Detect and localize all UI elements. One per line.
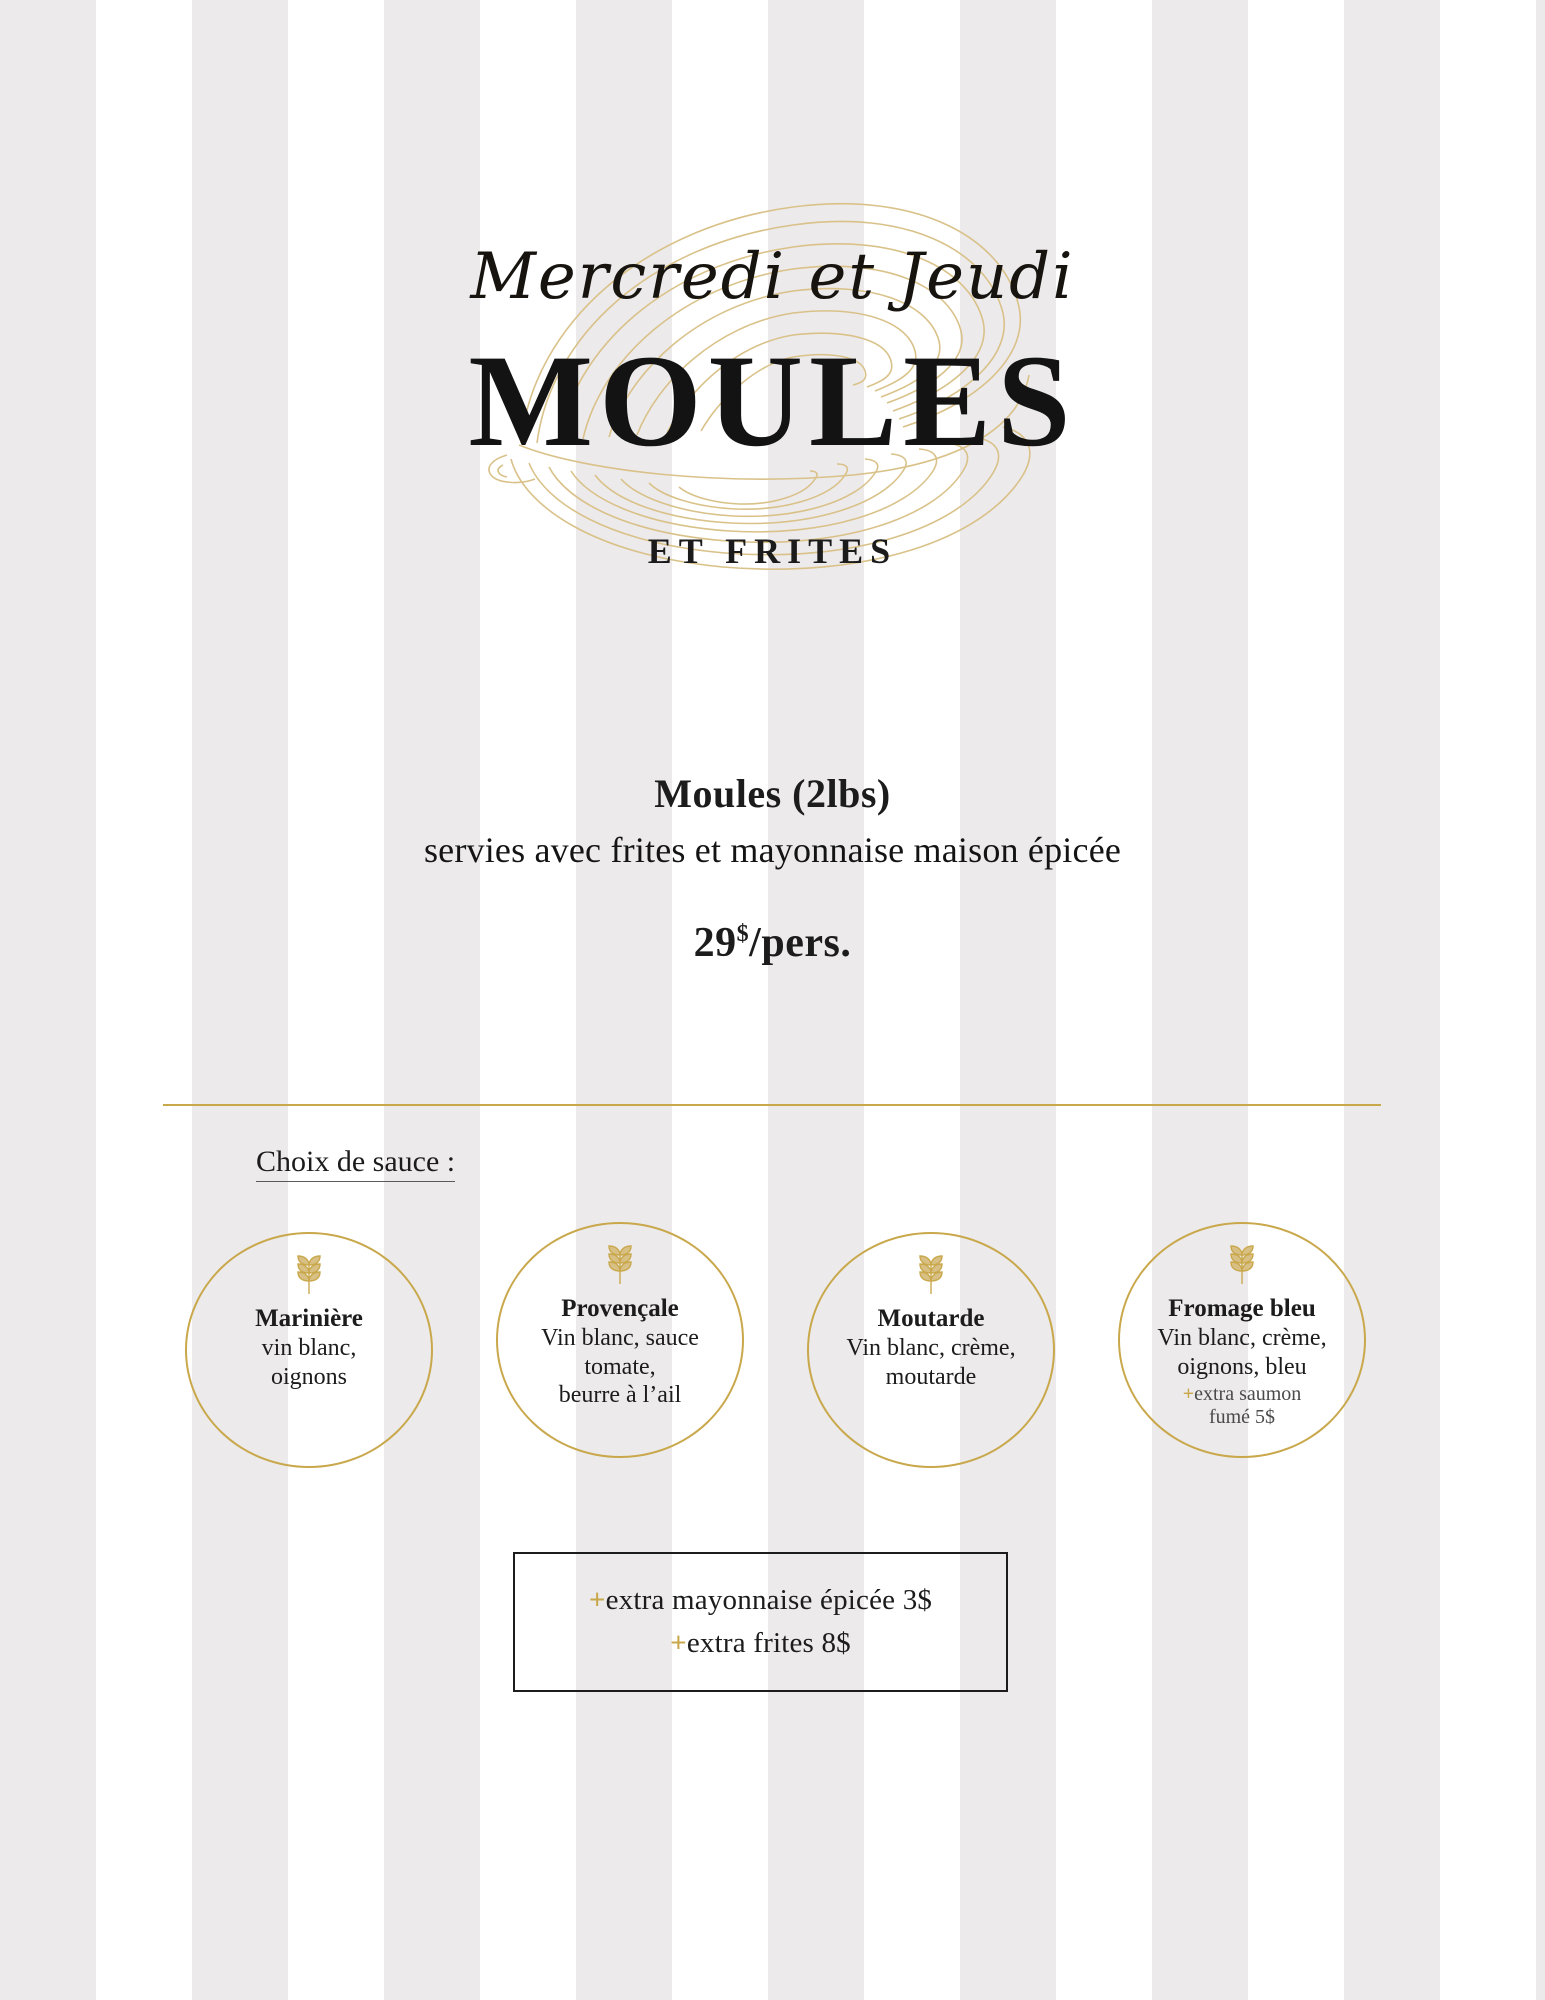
extra-item [589,1584,932,1617]
sauce-name: Marinière [255,1305,363,1332]
extra-item-label: extra frites 8$ [686,1627,851,1659]
sauce-description: vin blanc, oignons [261,1334,357,1390]
sauce-description: Vin blanc, crème, moutarde [846,1334,1016,1390]
price-unit: /pers. [749,920,852,966]
dish-description: servies avec frites et mayonnaise maison épicée [423,830,1122,870]
price-currency: $ [736,921,750,947]
plus-icon: + [588,1584,606,1616]
sauce-option-mariniere[interactable] [185,1232,433,1468]
intro-block [0,770,1545,967]
divider [163,1104,1381,1106]
page-title: MOULES [468,327,1077,474]
wheat-icon [1225,1242,1259,1291]
sauce-name: Fromage bleu [1168,1295,1316,1322]
sauce-options [185,1222,1365,1462]
price-amount: 29 [693,920,737,966]
wheat-icon [914,1252,948,1301]
sauce-section-label: Choix de sauce : [256,1145,455,1182]
sauce-option-moutarde[interactable] [807,1232,1055,1468]
sauce-description: Vin blanc, crème, oignons, bleu [1157,1324,1327,1380]
price [0,919,1545,967]
page-subtitle: ET FRITES [647,531,898,571]
script-title: Mercredi et Jeudi [470,240,1075,314]
sauce-description: Vin blanc, sauce tomate, beurre à l’ail [541,1324,699,1409]
sauce-option-fromage-bleu[interactable] [1118,1222,1366,1458]
sauce-name: Provençale [561,1295,679,1322]
dish-title: Moules (2lbs) [654,771,891,816]
plus-icon: + [670,1627,687,1659]
extra-item [670,1627,851,1660]
wheat-icon [603,1242,637,1291]
sauce-name: Moutarde [877,1305,985,1332]
extra-item-label: extra mayonnaise épicée 3$ [605,1584,933,1616]
wheat-icon [292,1252,326,1301]
extras-box [513,1552,1008,1692]
plus-icon: + [1182,1383,1195,1406]
sauce-extra: +extra saumon fumé 5$ [1182,1383,1302,1429]
menu-header [0,175,1545,595]
sauce-option-provencale[interactable] [496,1222,744,1458]
